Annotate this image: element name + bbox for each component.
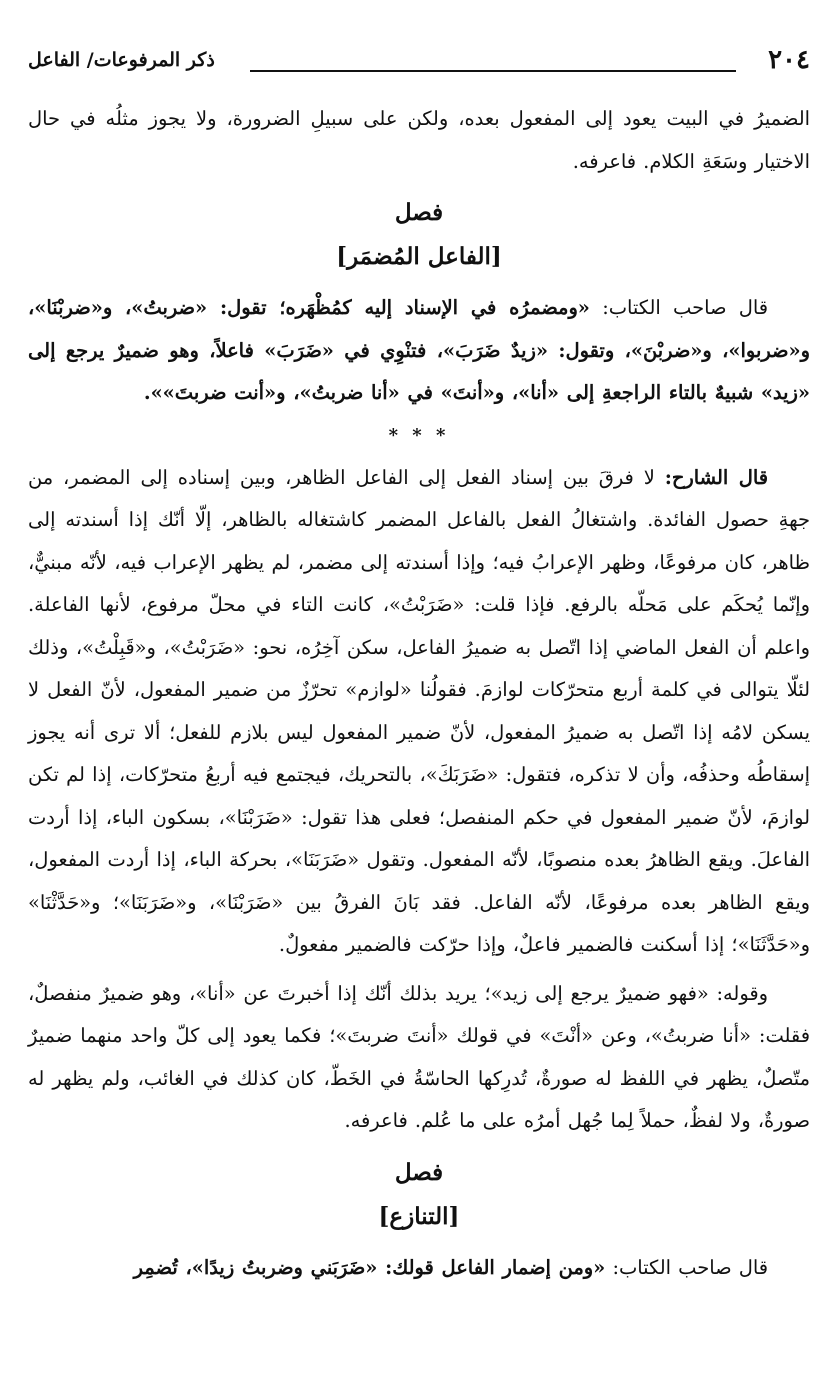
section-separator: * * * [388, 424, 450, 446]
page-header [28, 44, 810, 80]
sharh-text: لا فرقَ بين إسناد الفعل إلى الفاعل الظاهر، وبين إسناده إلى المضمر، من جهةِ حصول الفائدة. واشتغالُ الفعل بالفاعل المضمر كاشتغاله بالظاهر، إلّا أنّك إذا أسندته إلى ظاهر، كان مرفوعًا، وظهر الإعرابُ فيه؛ وإذا أسندته إلى مضمر، لم يظهر الإعراب فيه، لأنّه مبنيٌّ، وإنّما يُحكَم على مَحلّه بالرفع. فإذا قلت: «ضَرَبْتُ»، كانت التاء في محلّ مرفوع، لأنها الفاعلة. واعلم أن الفعل الماضي إذا اتّصل به ضميرُ الفاعل، سكن آخِرُه، نحو: «ضَرَبْتُ»، و«قَبِلْتُ»، وذلك لئلّا يتوالى في كلمة أربع متحرّكات لوازمَ. فقولُنا «لوازم» تحرّزٌ من ضمير المفعول، لأنّ الفعل لا يسكن لامُه إذا اتّصل به ضميرُ المفعول، لأنّ ضمير المفعول ليس بلازم للفعل؛ ألا ترى أنه يجوز إسقاطُه وحذفُه، وأن لا تذكره، فتقول: «ضَرَبَكَ»، بالتحريك، فيجتمع فيه أربعُ متحرّكات، إذا لم تكن لوازمَ، لأنّ ضمير المفعول في حكم المنفصل؛ فعلى هذا تقول: «ضَرَبْنَا»، بسكون الباء، إذا أردت الفاعلَ. ويقع الظاهرُ بعده منصوبًا، لأنّه المفعول. وتقول «ضَرَبَنَا»، بحركة الباء، إذا أردت المفعول، ويقع الظاهر بعده مرفوعًا، لأنّه الفاعل. فقد بَانَ الفرقُ بين «ضَرَبْنَا»، و«ضَرَبَنَا»؛ و«حَدَّثْنَا» و«حَدَّثَنَا»؛ إذا أسكنت فالضمير فاعلٌ، وإذا حرّكت فالضمير مفعولٌ. [28, 465, 810, 956]
matn-lead-2: قال صاحب الكتاب: [612, 1255, 768, 1279]
matn-paragraph-2 [28, 1247, 810, 1290]
section-heading-2: فصل [394, 1158, 444, 1186]
sharh-lead: قال الشارح: [664, 465, 769, 489]
matn-paragraph [28, 287, 810, 415]
section-subheading-2: [التنازع] [378, 1202, 460, 1230]
page-body [28, 80, 810, 1289]
section-subheading: [الفاعل المُضمَر] [336, 243, 502, 270]
sharh-paragraph-2: وقوله: «فهو ضميرٌ يرجع إلى زيد»؛ يريد بذلك أنّك إذا أخبرتَ عن «أنا»، وهو ضميرٌ منفصلٌ، فقلت: «أنا ضربتُ»، وعن «أنْتَ» في قولك «أنتَ ضربتَ»؛ فكما يعود إلى كلّ واحد منهما ضميرٌ متّصلٌ، يظهر في اللفظ له صورةٌ، تُدرِكها الحاسّةُ في الخَطّ، كان كذلك في الغائب، ولم يظهر له صورةٌ، ولا لفظٌ، حملاً لِما جُهل أمرُه على ما عُلم. فاعرفه. [28, 981, 810, 1132]
book-page [28, 44, 810, 1373]
matn-text: «ومضمرُه في الإسناد إليه كمُظْهَره؛ تقول: «ضربتُ»، و«ضربْنَا»، و«ضربوا»، و«ضربْنَ»، وتقول: «زيدٌ ضَرَبَ»، فتنْوِي في «ضَرَبَ» فاعلاً، وهو ضميرٌ يرجع إلى «زيد» شبيهٌ بالتاء الراجعةِ إلى «أنا»، و«أنتَ» في «أنا ضربتُ»، و«أنت ضربتَ»». [28, 296, 810, 404]
section-heading: فصل [394, 199, 444, 226]
matn-text-2: «ومن إضمار الفاعل قولك: «ضَرَبَني وضربتُ زيدًا»، تُضمِر [133, 1255, 606, 1279]
intro-paragraph: الضميرُ في البيت يعود إلى المفعول بعده، ولكن على سبيلِ الضرورة، ولا يجوز مثلُه في حال الاختيار وسَعَةِ الكلام. فاعرفه. [28, 107, 810, 173]
page-number: ٢٠٤ [768, 45, 810, 75]
matn-lead: قال صاحب الكتاب: [602, 296, 768, 319]
header-rule [250, 70, 736, 72]
running-title: ذكر المرفوعات/ الفاعل [28, 49, 215, 71]
sharh-paragraph [28, 457, 810, 967]
